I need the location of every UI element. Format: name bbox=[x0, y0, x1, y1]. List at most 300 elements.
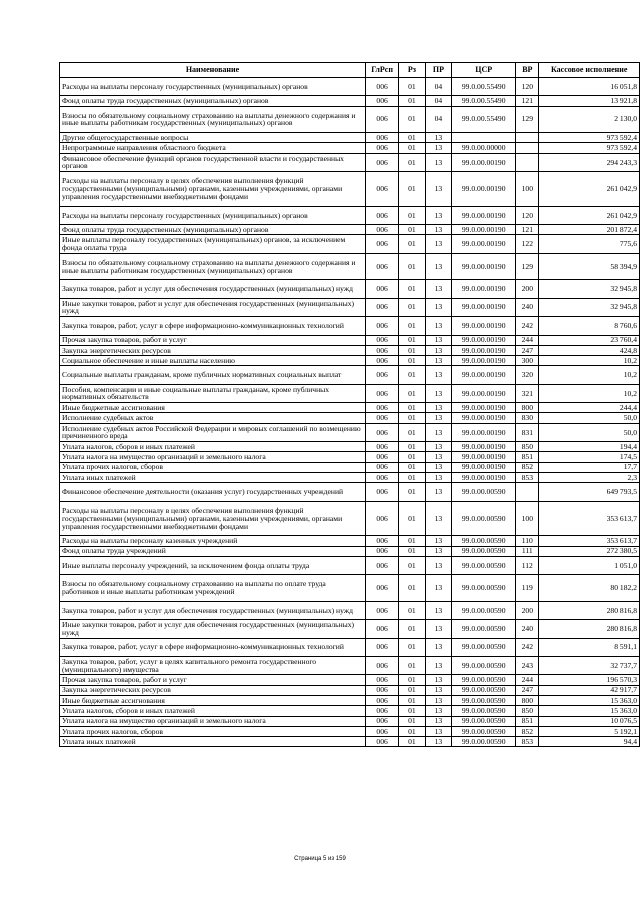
cell-vr: 200 bbox=[516, 280, 539, 298]
cell-csr: 99.0.00.00190 bbox=[452, 206, 516, 224]
cell-pr: 13 bbox=[425, 253, 452, 280]
cell-vr: 129 bbox=[516, 253, 539, 280]
table-row bbox=[60, 423, 640, 441]
cell-glrsp: 006 bbox=[366, 356, 399, 366]
table-row bbox=[60, 546, 640, 556]
cell-vr: 242 bbox=[516, 638, 539, 656]
cell-csr: 99.0.00.00190 bbox=[452, 423, 516, 441]
cell-name: Закупка товаров, работ, услуг в сфере информационно-коммуникационных технологий bbox=[60, 638, 366, 656]
cell-amount: 15 363,0 bbox=[539, 695, 640, 705]
cell-amount: 10,2 bbox=[539, 366, 640, 384]
cell-vr: 300 bbox=[516, 356, 539, 366]
cell-rz: 01 bbox=[399, 473, 426, 483]
cell-glrsp: 006 bbox=[366, 706, 399, 716]
cell-vr: 111 bbox=[516, 546, 539, 556]
cell-name: Расходы на выплаты персоналу в целях обеспечения выполнения функций государственными (муниципальными) органами, казенными учреждениями, органами управления государственными внебюджетными фондами bbox=[60, 172, 366, 207]
cell-name: Взносы по обязательному социальному страхованию на выплаты по оплате труда работников и иные выплаты работникам учреждений bbox=[60, 575, 366, 602]
cell-rz: 01 bbox=[399, 706, 426, 716]
header-pr: ПР bbox=[425, 63, 452, 78]
cell-pr: 13 bbox=[425, 335, 452, 345]
cell-pr: 13 bbox=[425, 675, 452, 685]
cell-glrsp: 006 bbox=[366, 675, 399, 685]
table-row bbox=[60, 483, 640, 501]
cell-rz: 01 bbox=[399, 253, 426, 280]
cell-glrsp: 006 bbox=[366, 78, 399, 96]
cell-vr: 852 bbox=[516, 726, 539, 736]
cell-glrsp: 006 bbox=[366, 556, 399, 574]
table-row bbox=[60, 716, 640, 726]
cell-rz: 01 bbox=[399, 384, 426, 402]
cell-name: Социальные выплаты гражданам, кроме публичных нормативных социальных выплат bbox=[60, 366, 366, 384]
cell-csr: 99.0.00.00190 bbox=[452, 235, 516, 253]
cell-pr: 13 bbox=[425, 695, 452, 705]
cell-pr: 13 bbox=[425, 442, 452, 452]
cell-pr: 13 bbox=[425, 716, 452, 726]
cell-csr: 99.0.00.00590 bbox=[452, 501, 516, 536]
cell-name: Иные выплаты персоналу государственных (муниципальных) органов, за исключением фонда оплаты труда bbox=[60, 235, 366, 253]
cell-glrsp: 006 bbox=[366, 96, 399, 106]
table-row bbox=[60, 501, 640, 536]
cell-csr: 99.0.00.00590 bbox=[452, 546, 516, 556]
cell-glrsp: 006 bbox=[366, 298, 399, 316]
cell-name: Прочая закупка товаров, работ и услуг bbox=[60, 335, 366, 345]
cell-pr: 13 bbox=[425, 356, 452, 366]
table-row bbox=[60, 356, 640, 366]
table-row bbox=[60, 452, 640, 462]
cell-csr: 99.0.00.00190 bbox=[452, 403, 516, 413]
cell-pr: 13 bbox=[425, 423, 452, 441]
cell-amount: 649 793,5 bbox=[539, 483, 640, 501]
cell-amount: 353 613,7 bbox=[539, 501, 640, 536]
table-row bbox=[60, 462, 640, 472]
table-row bbox=[60, 280, 640, 298]
cell-amount: 294 243,3 bbox=[539, 153, 640, 171]
table-row bbox=[60, 706, 640, 716]
table-row bbox=[60, 106, 640, 133]
page-footer: Страница 5 из 159 bbox=[294, 856, 346, 862]
cell-pr: 13 bbox=[425, 737, 452, 747]
cell-glrsp: 006 bbox=[366, 280, 399, 298]
cell-rz: 01 bbox=[399, 403, 426, 413]
table-row bbox=[60, 556, 640, 574]
cell-csr: 99.0.00.00190 bbox=[452, 384, 516, 402]
cell-pr: 13 bbox=[425, 413, 452, 423]
cell-amount: 10 076,5 bbox=[539, 716, 640, 726]
cell-name: Уплата налога на имущество организаций и земельного налога bbox=[60, 452, 366, 462]
cell-name: Расходы на выплаты персоналу государственных (муниципальных) органов bbox=[60, 206, 366, 224]
cell-name: Закупка энергетических ресурсов bbox=[60, 345, 366, 355]
cell-name: Расходы на выплаты персоналу казенных учреждений bbox=[60, 536, 366, 546]
cell-name: Социальное обеспечение и иные выплаты населению bbox=[60, 356, 366, 366]
cell-rz: 01 bbox=[399, 657, 426, 675]
cell-name: Уплата налога на имущество организаций и земельного налога bbox=[60, 716, 366, 726]
cell-pr: 13 bbox=[425, 638, 452, 656]
cell-csr: 99.0.00.00190 bbox=[452, 442, 516, 452]
cell-rz: 01 bbox=[399, 298, 426, 316]
table-row bbox=[60, 143, 640, 153]
cell-rz: 01 bbox=[399, 366, 426, 384]
cell-csr: 99.0.00.00190 bbox=[452, 452, 516, 462]
cell-name: Иные закупки товаров, работ и услуг для обеспечения государственных (муниципальных) нужд bbox=[60, 298, 366, 316]
header-amount: Кассовое исполнение bbox=[539, 63, 640, 78]
cell-csr: 99.0.00.00190 bbox=[452, 225, 516, 235]
cell-vr: 321 bbox=[516, 384, 539, 402]
cell-vr: 240 bbox=[516, 620, 539, 638]
cell-vr bbox=[516, 143, 539, 153]
cell-amount: 32 737,7 bbox=[539, 657, 640, 675]
cell-glrsp: 006 bbox=[366, 403, 399, 413]
cell-csr: 99.0.00.00590 bbox=[452, 575, 516, 602]
cell-vr: 121 bbox=[516, 96, 539, 106]
cell-rz: 01 bbox=[399, 317, 426, 335]
cell-glrsp: 006 bbox=[366, 657, 399, 675]
cell-rz: 01 bbox=[399, 726, 426, 736]
cell-glrsp: 006 bbox=[366, 317, 399, 335]
cell-vr: 247 bbox=[516, 345, 539, 355]
cell-csr: 99.0.00.00190 bbox=[452, 253, 516, 280]
cell-amount: 50,0 bbox=[539, 423, 640, 441]
table-header-row bbox=[60, 63, 640, 78]
cell-pr: 13 bbox=[425, 546, 452, 556]
cell-rz: 01 bbox=[399, 356, 426, 366]
cell-csr: 99.0.00.55490 bbox=[452, 96, 516, 106]
cell-pr: 13 bbox=[425, 298, 452, 316]
cell-name: Непрограммные направления областного бюджета bbox=[60, 143, 366, 153]
cell-rz: 01 bbox=[399, 335, 426, 345]
cell-pr: 13 bbox=[425, 536, 452, 546]
cell-amount: 80 182,2 bbox=[539, 575, 640, 602]
cell-rz: 01 bbox=[399, 536, 426, 546]
cell-pr: 13 bbox=[425, 172, 452, 207]
cell-amount: 973 592,4 bbox=[539, 133, 640, 143]
budget-execution-table bbox=[59, 62, 640, 747]
table-row bbox=[60, 235, 640, 253]
cell-rz: 01 bbox=[399, 452, 426, 462]
cell-vr: 853 bbox=[516, 737, 539, 747]
cell-name: Уплата иных платежей bbox=[60, 737, 366, 747]
cell-rz: 01 bbox=[399, 556, 426, 574]
cell-name: Финансовое обеспечение деятельности (оказания услуг) государственных учреждений bbox=[60, 483, 366, 501]
cell-rz: 01 bbox=[399, 675, 426, 685]
cell-amount: 2,3 bbox=[539, 473, 640, 483]
cell-vr: 240 bbox=[516, 298, 539, 316]
table-row bbox=[60, 575, 640, 602]
cell-csr: 99.0.00.55490 bbox=[452, 106, 516, 133]
cell-amount: 775,6 bbox=[539, 235, 640, 253]
cell-rz: 01 bbox=[399, 483, 426, 501]
table-row bbox=[60, 442, 640, 452]
cell-vr: 850 bbox=[516, 442, 539, 452]
cell-glrsp: 006 bbox=[366, 575, 399, 602]
cell-amount: 201 872,4 bbox=[539, 225, 640, 235]
cell-vr: 243 bbox=[516, 657, 539, 675]
cell-amount: 8 760,6 bbox=[539, 317, 640, 335]
cell-glrsp: 006 bbox=[366, 536, 399, 546]
cell-rz: 01 bbox=[399, 225, 426, 235]
cell-csr: 99.0.00.00590 bbox=[452, 706, 516, 716]
cell-amount: 94,4 bbox=[539, 737, 640, 747]
cell-rz: 01 bbox=[399, 206, 426, 224]
cell-vr: 853 bbox=[516, 473, 539, 483]
cell-vr: 112 bbox=[516, 556, 539, 574]
cell-amount: 8 591,1 bbox=[539, 638, 640, 656]
cell-pr: 13 bbox=[425, 726, 452, 736]
table-row bbox=[60, 133, 640, 143]
cell-amount: 13 921,8 bbox=[539, 96, 640, 106]
cell-amount: 261 042,9 bbox=[539, 206, 640, 224]
cell-vr bbox=[516, 133, 539, 143]
cell-amount: 15 363,0 bbox=[539, 706, 640, 716]
cell-amount: 17,7 bbox=[539, 462, 640, 472]
cell-rz: 01 bbox=[399, 106, 426, 133]
cell-pr: 13 bbox=[425, 620, 452, 638]
cell-csr: 99.0.00.00190 bbox=[452, 345, 516, 355]
cell-csr: 99.0.00.00190 bbox=[452, 298, 516, 316]
cell-name: Закупка товаров, работ, услуг в целях капитального ремонта государственного (муниципального) имущества bbox=[60, 657, 366, 675]
table-row bbox=[60, 225, 640, 235]
cell-csr: 99.0.00.00590 bbox=[452, 620, 516, 638]
cell-vr bbox=[516, 153, 539, 171]
cell-csr: 99.0.00.00590 bbox=[452, 638, 516, 656]
cell-pr: 13 bbox=[425, 501, 452, 536]
cell-name: Расходы на выплаты персоналу в целях обеспечения выполнения функций государственными (муниципальными) органами, казенными учреждениями, органами управления государственными внебюджетными фондами bbox=[60, 501, 366, 536]
table-row bbox=[60, 345, 640, 355]
cell-csr: 99.0.00.00190 bbox=[452, 366, 516, 384]
cell-amount: 23 760,4 bbox=[539, 335, 640, 345]
cell-glrsp: 006 bbox=[366, 133, 399, 143]
cell-name: Фонд оплаты труда государственных (муниципальных) органов bbox=[60, 225, 366, 235]
cell-rz: 01 bbox=[399, 153, 426, 171]
cell-name: Иные закупки товаров, работ и услуг для обеспечения государственных (муниципальных) нужд bbox=[60, 620, 366, 638]
cell-amount: 5 192,1 bbox=[539, 726, 640, 736]
cell-pr: 13 bbox=[425, 384, 452, 402]
cell-glrsp: 006 bbox=[366, 638, 399, 656]
cell-name: Взносы по обязательному социальному страхованию на выплаты денежного содержания и иные выплаты работникам государственных (муниципальных) органов bbox=[60, 106, 366, 133]
cell-glrsp: 006 bbox=[366, 345, 399, 355]
cell-glrsp: 006 bbox=[366, 235, 399, 253]
header-glrsp: ГлРсп bbox=[366, 63, 399, 78]
cell-rz: 01 bbox=[399, 235, 426, 253]
cell-amount: 10,2 bbox=[539, 384, 640, 402]
cell-amount: 10,2 bbox=[539, 356, 640, 366]
cell-vr: 852 bbox=[516, 462, 539, 472]
table-row bbox=[60, 96, 640, 106]
cell-csr: 99.0.00.00590 bbox=[452, 716, 516, 726]
cell-rz: 01 bbox=[399, 413, 426, 423]
cell-amount: 16 051,8 bbox=[539, 78, 640, 96]
cell-glrsp: 006 bbox=[366, 452, 399, 462]
cell-glrsp: 006 bbox=[366, 726, 399, 736]
cell-vr: 851 bbox=[516, 716, 539, 726]
cell-pr: 13 bbox=[425, 366, 452, 384]
cell-vr: 247 bbox=[516, 685, 539, 695]
cell-rz: 01 bbox=[399, 546, 426, 556]
cell-rz: 01 bbox=[399, 685, 426, 695]
cell-glrsp: 006 bbox=[366, 106, 399, 133]
cell-pr: 13 bbox=[425, 143, 452, 153]
cell-csr: 99.0.00.00000 bbox=[452, 143, 516, 153]
cell-csr: 99.0.00.00590 bbox=[452, 536, 516, 546]
cell-glrsp: 006 bbox=[366, 423, 399, 441]
cell-vr: 851 bbox=[516, 452, 539, 462]
cell-name: Уплата налогов, сборов и иных платежей bbox=[60, 442, 366, 452]
cell-amount: 272 380,5 bbox=[539, 546, 640, 556]
table-row bbox=[60, 695, 640, 705]
cell-rz: 01 bbox=[399, 423, 426, 441]
cell-csr: 99.0.00.00190 bbox=[452, 280, 516, 298]
cell-glrsp: 006 bbox=[366, 685, 399, 695]
cell-amount: 424,8 bbox=[539, 345, 640, 355]
cell-rz: 01 bbox=[399, 442, 426, 452]
cell-glrsp: 006 bbox=[366, 462, 399, 472]
cell-amount: 58 394,9 bbox=[539, 253, 640, 280]
cell-csr: 99.0.00.00190 bbox=[452, 413, 516, 423]
cell-glrsp: 006 bbox=[366, 695, 399, 705]
cell-name: Исполнение судебных актов Российской Федерации и мировых соглашений по возмещению причиненного вреда bbox=[60, 423, 366, 441]
cell-vr: 100 bbox=[516, 501, 539, 536]
cell-pr: 13 bbox=[425, 317, 452, 335]
cell-rz: 01 bbox=[399, 716, 426, 726]
cell-glrsp: 006 bbox=[366, 225, 399, 235]
cell-glrsp: 006 bbox=[366, 442, 399, 452]
table-row bbox=[60, 78, 640, 96]
table-row bbox=[60, 172, 640, 207]
cell-vr: 244 bbox=[516, 335, 539, 345]
table-row bbox=[60, 335, 640, 345]
table-row bbox=[60, 366, 640, 384]
cell-name: Закупка товаров, работ и услуг для обеспечения государственных (муниципальных) нужд bbox=[60, 601, 366, 619]
cell-pr: 13 bbox=[425, 706, 452, 716]
cell-vr bbox=[516, 483, 539, 501]
cell-pr: 04 bbox=[425, 78, 452, 96]
cell-pr: 13 bbox=[425, 280, 452, 298]
cell-amount: 42 917,7 bbox=[539, 685, 640, 695]
cell-pr: 04 bbox=[425, 96, 452, 106]
cell-glrsp: 006 bbox=[366, 620, 399, 638]
cell-pr: 13 bbox=[425, 235, 452, 253]
cell-pr: 13 bbox=[425, 657, 452, 675]
cell-rz: 01 bbox=[399, 172, 426, 207]
cell-rz: 01 bbox=[399, 462, 426, 472]
cell-vr: 129 bbox=[516, 106, 539, 133]
cell-vr: 119 bbox=[516, 575, 539, 602]
cell-vr: 830 bbox=[516, 413, 539, 423]
cell-pr: 13 bbox=[425, 133, 452, 143]
cell-glrsp: 006 bbox=[366, 601, 399, 619]
cell-glrsp: 006 bbox=[366, 483, 399, 501]
cell-pr: 13 bbox=[425, 345, 452, 355]
cell-vr: 100 bbox=[516, 172, 539, 207]
cell-glrsp: 006 bbox=[366, 413, 399, 423]
cell-pr: 13 bbox=[425, 575, 452, 602]
cell-glrsp: 006 bbox=[366, 143, 399, 153]
cell-csr: 99.0.00.00590 bbox=[452, 657, 516, 675]
cell-pr: 13 bbox=[425, 483, 452, 501]
cell-vr: 122 bbox=[516, 235, 539, 253]
cell-glrsp: 006 bbox=[366, 546, 399, 556]
cell-rz: 01 bbox=[399, 96, 426, 106]
cell-rz: 01 bbox=[399, 737, 426, 747]
cell-pr: 13 bbox=[425, 403, 452, 413]
cell-amount: 280 816,8 bbox=[539, 601, 640, 619]
cell-amount: 244,4 bbox=[539, 403, 640, 413]
table-row bbox=[60, 726, 640, 736]
cell-rz: 01 bbox=[399, 133, 426, 143]
header-name: Наименование bbox=[60, 63, 366, 78]
table-body bbox=[60, 78, 640, 747]
cell-rz: 01 bbox=[399, 575, 426, 602]
cell-rz: 01 bbox=[399, 78, 426, 96]
cell-csr: 99.0.00.00190 bbox=[452, 153, 516, 171]
cell-amount: 1 051,0 bbox=[539, 556, 640, 574]
cell-name: Иные бюджетные ассигнования bbox=[60, 695, 366, 705]
cell-vr: 120 bbox=[516, 206, 539, 224]
cell-name: Закупка товаров, работ, услуг в сфере информационно-коммуникационных технологий bbox=[60, 317, 366, 335]
cell-name: Фонд оплаты труда государственных (муниципальных) органов bbox=[60, 96, 366, 106]
cell-name: Расходы на выплаты персоналу государственных (муниципальных) органов bbox=[60, 78, 366, 96]
cell-glrsp: 006 bbox=[366, 366, 399, 384]
table-row bbox=[60, 536, 640, 546]
cell-vr: 320 bbox=[516, 366, 539, 384]
cell-vr: 200 bbox=[516, 601, 539, 619]
cell-csr: 99.0.00.00190 bbox=[452, 172, 516, 207]
cell-pr: 04 bbox=[425, 106, 452, 133]
table-row bbox=[60, 473, 640, 483]
table-row bbox=[60, 638, 640, 656]
cell-amount: 353 613,7 bbox=[539, 536, 640, 546]
table-row bbox=[60, 413, 640, 423]
cell-csr: 99.0.00.00590 bbox=[452, 726, 516, 736]
cell-glrsp: 006 bbox=[366, 335, 399, 345]
cell-csr: 99.0.00.00590 bbox=[452, 675, 516, 685]
cell-csr: 99.0.00.00590 bbox=[452, 737, 516, 747]
cell-vr: 244 bbox=[516, 675, 539, 685]
cell-csr: 99.0.00.00190 bbox=[452, 335, 516, 345]
cell-vr: 800 bbox=[516, 403, 539, 413]
cell-vr: 242 bbox=[516, 317, 539, 335]
cell-csr: 99.0.00.00590 bbox=[452, 695, 516, 705]
cell-vr: 120 bbox=[516, 78, 539, 96]
cell-amount: 196 570,3 bbox=[539, 675, 640, 685]
table-row bbox=[60, 384, 640, 402]
table-row bbox=[60, 298, 640, 316]
cell-rz: 01 bbox=[399, 638, 426, 656]
cell-pr: 13 bbox=[425, 225, 452, 235]
table-row bbox=[60, 685, 640, 695]
cell-name: Исполнение судебных актов bbox=[60, 413, 366, 423]
cell-csr: 99.0.00.00190 bbox=[452, 356, 516, 366]
cell-amount: 2 130,0 bbox=[539, 106, 640, 133]
cell-amount: 32 945,8 bbox=[539, 280, 640, 298]
cell-rz: 01 bbox=[399, 620, 426, 638]
cell-name: Уплата налогов, сборов и иных платежей bbox=[60, 706, 366, 716]
table-row bbox=[60, 601, 640, 619]
cell-glrsp: 006 bbox=[366, 153, 399, 171]
cell-name: Финансовое обеспечение функций органов государственной власти и государственных органов bbox=[60, 153, 366, 171]
cell-rz: 01 bbox=[399, 280, 426, 298]
cell-pr: 13 bbox=[425, 153, 452, 171]
cell-vr: 110 bbox=[516, 536, 539, 546]
cell-glrsp: 006 bbox=[366, 501, 399, 536]
cell-pr: 13 bbox=[425, 462, 452, 472]
header-vr: ВР bbox=[516, 63, 539, 78]
cell-glrsp: 006 bbox=[366, 253, 399, 280]
table-row bbox=[60, 403, 640, 413]
cell-vr: 121 bbox=[516, 225, 539, 235]
table-row bbox=[60, 620, 640, 638]
cell-vr: 850 bbox=[516, 706, 539, 716]
cell-name: Другие общегосударственные вопросы bbox=[60, 133, 366, 143]
